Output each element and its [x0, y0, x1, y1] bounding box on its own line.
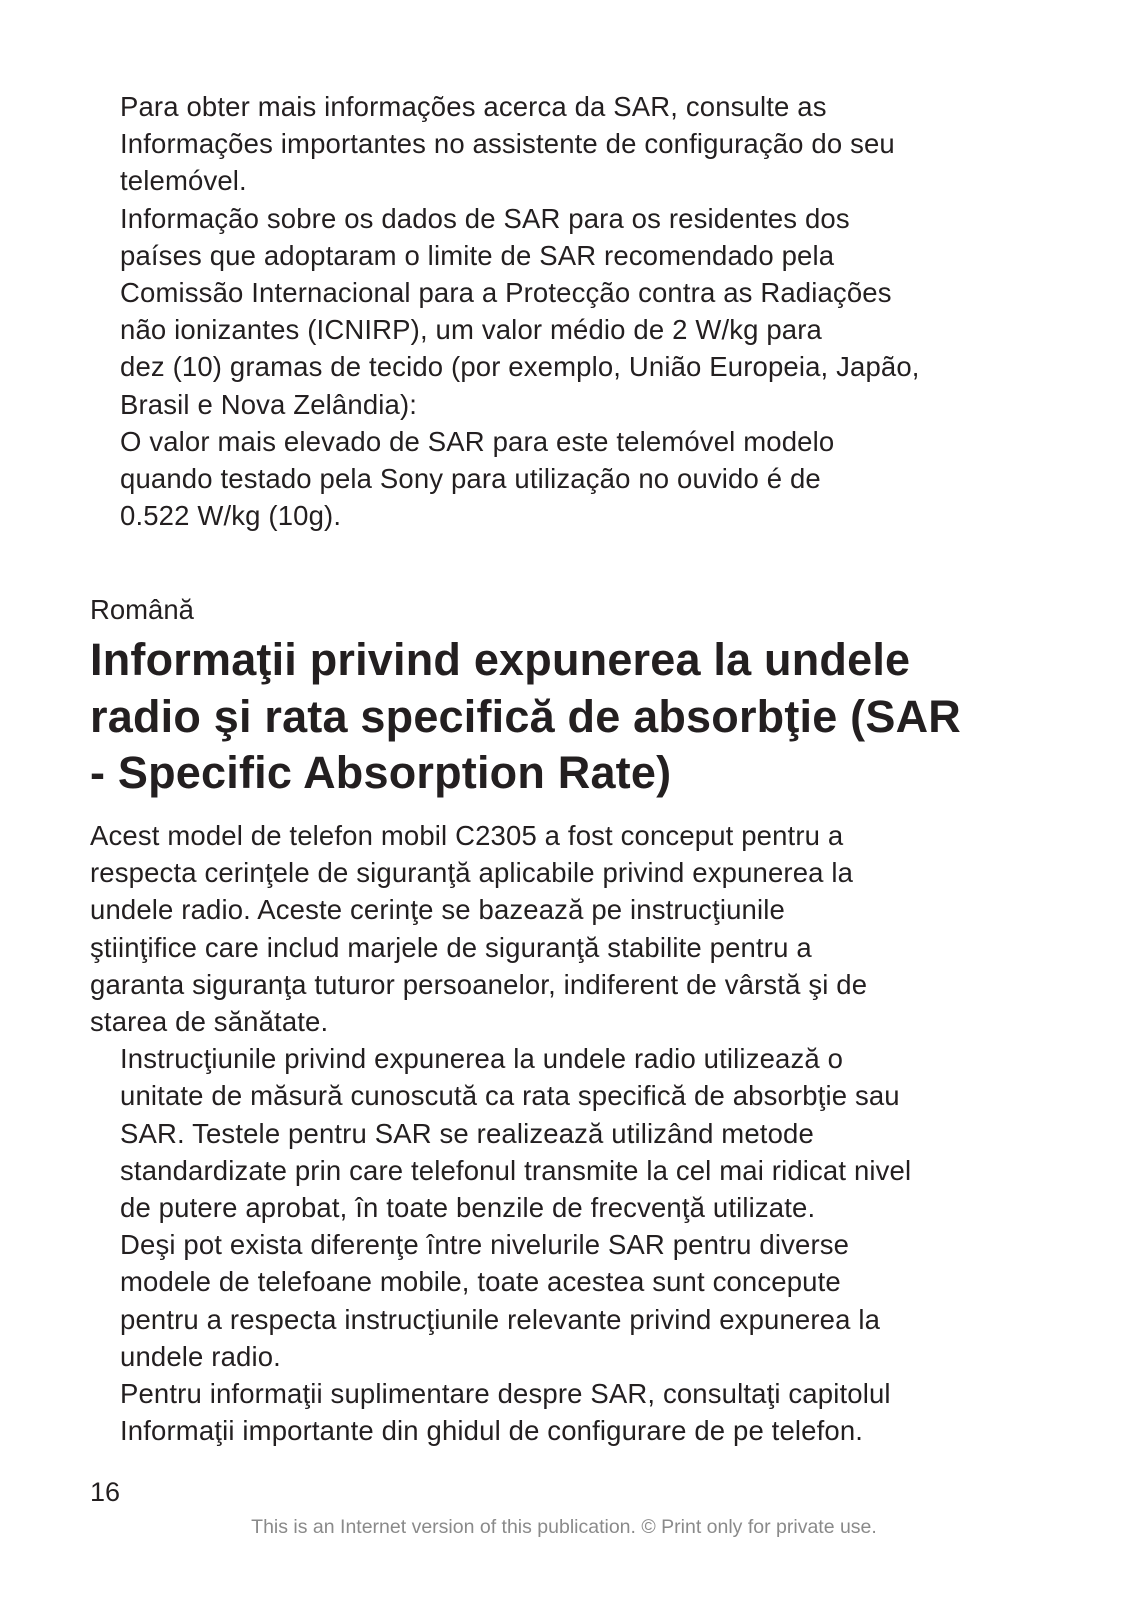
text-line: pentru a respecta instrucţiunile relevante privind expunerea la [120, 1303, 881, 1335]
page-number: 16 [90, 1477, 121, 1507]
section-heading [90, 632, 1070, 802]
romanian-section [90, 817, 1050, 1449]
footer-notice: This is an Internet version of this publication. © Print only for private use. [251, 1516, 877, 1538]
text-line: quando testado pela Sony para utilização no ouvido é de [120, 463, 821, 495]
text-line: 0.522 W/kg (10g). [120, 500, 342, 532]
paragraph [90, 200, 1050, 423]
portuguese-section [90, 88, 1050, 534]
text-line: standardizate prin care telefonul transmite la cel mai ridicat nivel [120, 1154, 912, 1186]
text-line: telemóvel. [120, 165, 247, 197]
language-label: Română [90, 594, 194, 625]
text-line: Informação sobre os dados de SAR para os residentes dos [120, 202, 850, 234]
heading-line: - Specific Absorption Rate) [90, 747, 672, 798]
text-line: undele radio. Aceste cerinţe se bazează pe instrucţiunile [90, 894, 785, 926]
text-line: países que adoptaram o limite de SAR recomendado pela [120, 239, 835, 271]
text-line: respecta cerinţele de siguranţă aplicabile privind expunerea la [90, 857, 854, 889]
text-line: de putere aprobat, în toate benzile de frecvenţă utilizate. [120, 1192, 816, 1224]
text-line: Brasil e Nova Zelândia): [120, 388, 418, 420]
text-line: garanta siguranţa tuturor persoanelor, indiferent de vârstă şi de [90, 968, 868, 1000]
text-line: Deşi pot exista diferenţe între nivelurile SAR pentru diverse [120, 1229, 850, 1261]
paragraph [90, 1040, 1050, 1226]
text-line: ştiinţifice care includ marjele de siguranţă stabilite pentru a [90, 931, 812, 963]
paragraph [90, 1375, 1050, 1449]
paragraph [90, 423, 1050, 535]
text-line: unitate de măsură cunoscută ca rata specifică de absorbţie sau [120, 1080, 900, 1112]
text-line: Informaţii importante din ghidul de configurare de pe telefon. [120, 1415, 864, 1447]
text-line: O valor mais elevado de SAR para este telemóvel modelo [120, 425, 835, 457]
text-line: Pentru informaţii suplimentare despre SAR, consultaţi capitolul [120, 1378, 891, 1410]
paragraph [90, 817, 1050, 1040]
text-line: não ionizantes (ICNIRP), um valor médio de 2 W/kg para [120, 314, 823, 346]
text-line: Comissão Internacional para a Protecção contra as Radiações [120, 277, 892, 309]
text-line: Para obter mais informações acerca da SAR, consulte as [120, 91, 827, 122]
text-line: SAR. Testele pentru SAR se realizează utilizând metode [120, 1117, 814, 1149]
text-line: undele radio. [120, 1340, 281, 1372]
text-line: Instrucţiunile privind expunerea la undele radio utilizează o [120, 1043, 844, 1075]
text-line: Informações importantes no assistente de configuração do seu [120, 128, 895, 160]
text-line: modele de telefoane mobile, toate acestea sunt concepute [120, 1266, 841, 1298]
text-line: starea de sănătate. [90, 1006, 329, 1038]
text-line: Acest model de telefon mobil C2305 a fost conceput pentru a [90, 820, 844, 851]
paragraph [90, 1226, 1050, 1375]
paragraph [90, 88, 1050, 200]
text-line: dez (10) gramas de tecido (por exemplo, União Europeia, Japão, [120, 351, 920, 383]
heading-line: Informaţii privind expunerea la undele [90, 634, 911, 685]
heading-line: radio şi rata specifică de absorbţie (SAR [90, 690, 961, 742]
